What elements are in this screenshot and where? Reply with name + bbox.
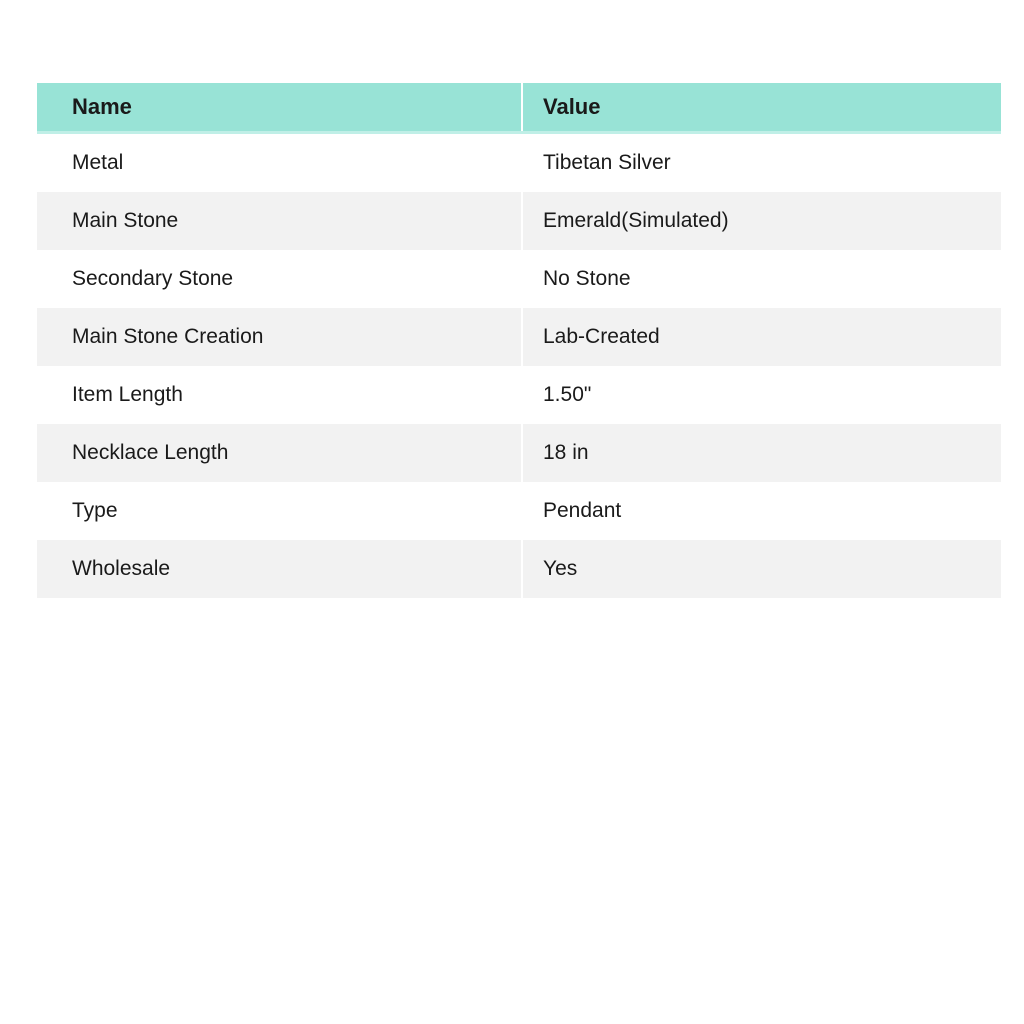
- spec-name: Secondary Stone: [37, 250, 523, 308]
- spec-value: Tibetan Silver: [543, 151, 671, 175]
- column-header-name: Name: [37, 83, 523, 131]
- spec-value: Lab-Created: [543, 325, 660, 349]
- table-row: [37, 424, 1001, 482]
- product-spec-table: [37, 83, 1001, 598]
- spec-value: 18 in: [543, 441, 589, 465]
- spec-name: Main Stone Creation: [37, 308, 523, 366]
- table-row: [37, 482, 1001, 540]
- table-row: [37, 540, 1001, 598]
- spec-name: Main Stone: [37, 192, 523, 250]
- spec-value: Yes: [543, 557, 578, 581]
- table-row: [37, 250, 1001, 308]
- table-row: [37, 308, 1001, 366]
- spec-name: Metal: [37, 134, 523, 192]
- spec-value: Emerald(Simulated): [543, 209, 729, 233]
- spec-value: No Stone: [543, 267, 631, 291]
- column-header-value: Value: [543, 93, 601, 119]
- spec-name: Necklace Length: [37, 424, 523, 482]
- spec-name: Wholesale: [37, 540, 523, 598]
- spec-value: 1.50": [543, 383, 592, 407]
- table-row: [37, 134, 1001, 192]
- table-row: [37, 366, 1001, 424]
- spec-name: Type: [37, 482, 523, 540]
- table-header-row: [37, 83, 1001, 134]
- table-row: [37, 192, 1001, 250]
- table-body: [37, 134, 1001, 598]
- spec-value: Pendant: [543, 499, 622, 523]
- spec-name: Item Length: [37, 366, 523, 424]
